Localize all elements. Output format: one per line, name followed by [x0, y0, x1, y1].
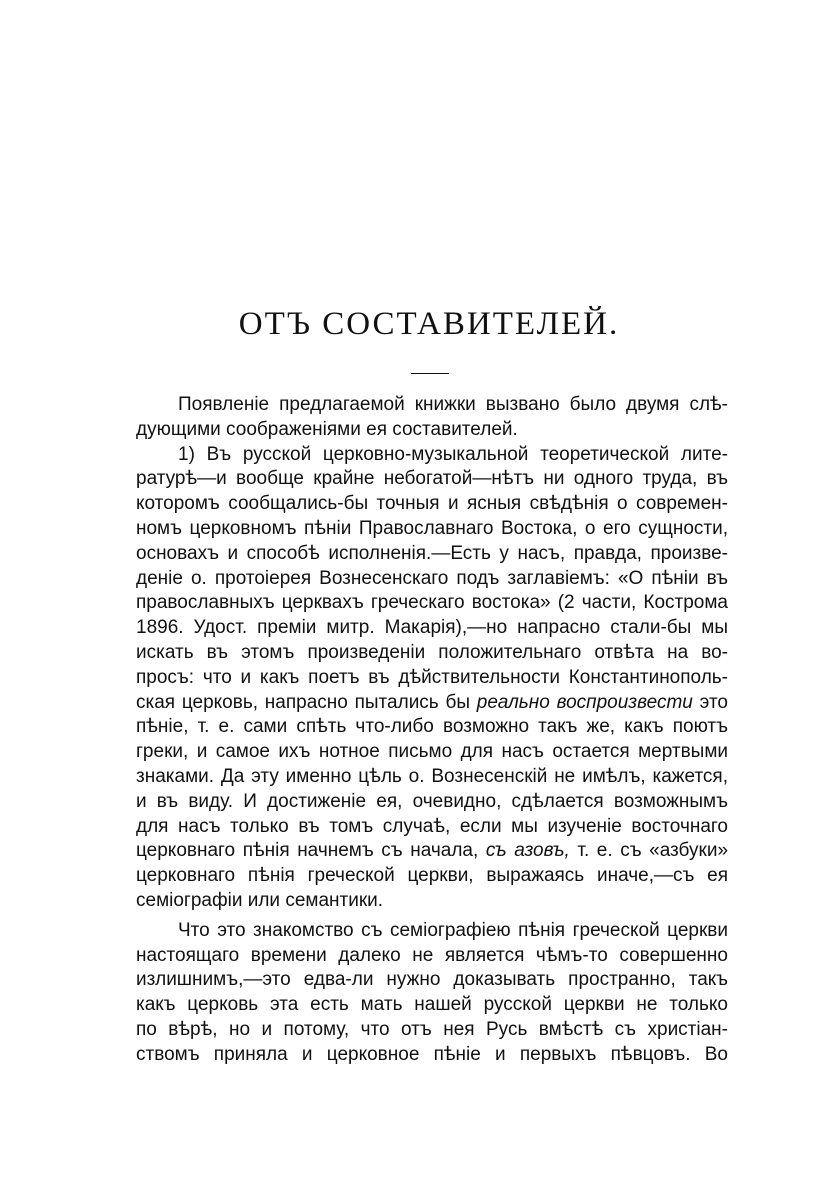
text-line: основахъ и способѣ исполненія.—Есть у насъ, правда, произве- — [136, 542, 728, 564]
text-line: 1896. Удост. преміи митр. Макарія),—но напрасно стали-бы мы — [136, 617, 728, 639]
text-line: церковнаго пѣнія греческой церкви, выражаясь иначе,—съ ея — [136, 865, 728, 887]
text-line: и въ виду. И достиженіе ея, очевидно, сдѣлается возможнымъ — [136, 790, 728, 812]
text-line: искать въ этомъ произведеніи положительнаго отвѣта на во- — [136, 641, 728, 663]
text-line: номъ церковномъ пѣніи Православнаго Востока, о его сущности, — [136, 517, 728, 539]
text-line: которомъ сообщались-бы точныя и ясныя свѣдѣнія о современ- — [136, 493, 728, 515]
text-line: знаками. Да эту именно цѣль о. Вознесенскій не имѣлъ, кажется, — [136, 765, 728, 787]
text-segment: церковнаго пѣнія начнемъ съ начала, — [136, 840, 486, 862]
italic-emphasis: реально воспроизвести — [476, 691, 693, 713]
italic-emphasis: съ азовъ, — [485, 840, 570, 862]
text-line: 1) Въ русской церковно-музыкальной теоретической лите- — [178, 443, 728, 465]
body-text — [136, 393, 728, 1068]
text-line: дующими соображеніями ея составителей. — [136, 418, 518, 440]
text-segment: т. е. съ «азбуки» — [569, 840, 729, 862]
text-segment: ская церковь, напрасно пытались бы — [136, 691, 477, 713]
text-line: Появленіе предлагаемой книжки вызвано было двумя слѣ- — [178, 394, 728, 415]
text-line: для насъ только въ томъ случаѣ, если мы изученіе восточнаго — [136, 815, 728, 837]
text-line: настоящаго времени далеко не является чѣмъ-то совершенно — [136, 944, 728, 966]
text-line: семіографіи или семантики. — [136, 889, 384, 911]
text-line: ствомъ приняла и церковное пѣніе и первыхъ пѣвцовъ. Во — [136, 1043, 728, 1065]
title-divider — [411, 373, 449, 374]
text-line: какъ церковь эта есть мать нашей русской церкви не только — [136, 994, 728, 1016]
text-line: ратурѣ—и вообще крайне небогатой—нѣтъ ни одного труда, въ — [136, 468, 728, 490]
text-line: пѣніе, т. е. сами спѣть что-либо возможно такъ же, какъ поютъ — [136, 716, 728, 738]
text-line: Что это знакомство съ семіографіею пѣнія греческой церкви — [178, 919, 728, 941]
page-title: ОТЪ СОСТАВИТЕЛЕЙ. — [238, 306, 620, 342]
text-line — [136, 839, 728, 864]
text-line: излишнимъ,—это едва-ли нужно доказывать пространно, такъ — [136, 969, 728, 991]
text-line: греки, и самое ихъ нотное письмо для насъ остается мертвыми — [136, 741, 728, 763]
text-segment: это — [692, 691, 728, 713]
text-line: просъ: что и какъ поетъ въ дѣйствительности Константинополь- — [136, 666, 728, 688]
text-line: деніе о. протоіерея Вознесенскаго подъ заглавіемъ: «О пѣніи въ — [136, 567, 728, 589]
text-line: православныхъ церквахъ греческаго востока» (2 части, Кострома — [136, 592, 728, 614]
text-line — [136, 691, 728, 716]
text-line: по вѣрѣ, но и потому, что отъ нея Русь вмѣстѣ съ христіан- — [136, 1018, 728, 1040]
